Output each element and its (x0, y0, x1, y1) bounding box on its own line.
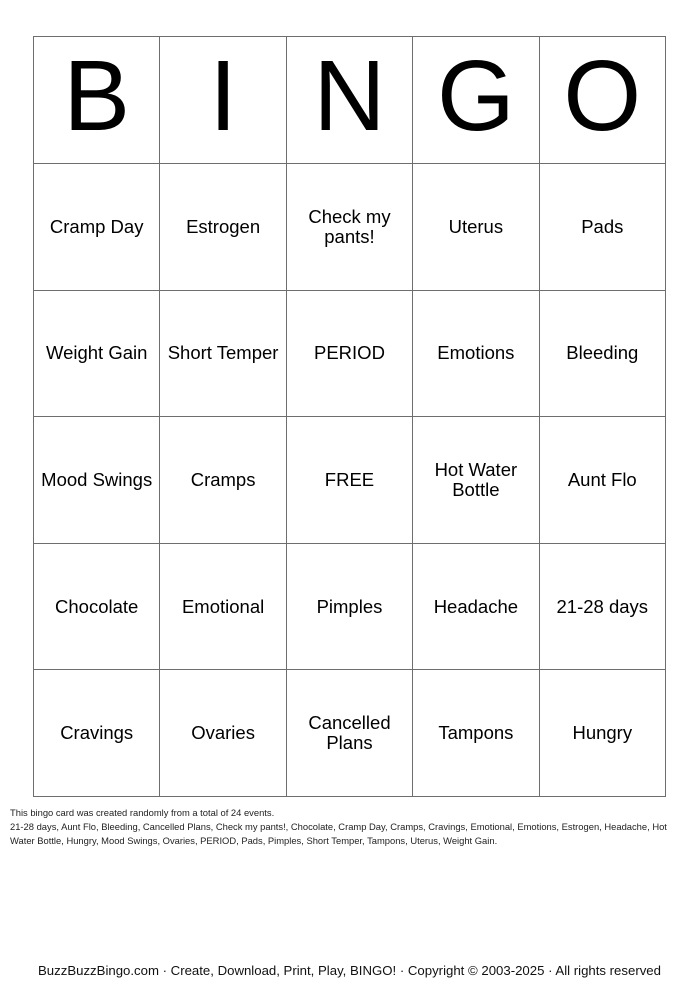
bingo-cell: Pads (539, 164, 665, 291)
bingo-cell: Aunt Flo (539, 417, 665, 544)
card-description (10, 806, 690, 848)
bingo-cell: Hungry (539, 670, 665, 797)
bingo-cell: Chocolate (34, 543, 160, 670)
bingo-cell: Estrogen (160, 164, 286, 291)
bingo-cell: Emotional (160, 543, 286, 670)
bingo-cell: Uterus (413, 164, 539, 291)
bingo-cell: Bleeding (539, 290, 665, 417)
bingo-row-3 (34, 417, 666, 544)
bingo-cell: Short Temper (160, 290, 286, 417)
bingo-row-4 (34, 543, 666, 670)
header-letter-o: O (539, 37, 665, 164)
bingo-cell: Check my pants! (286, 164, 412, 291)
bingo-cell: 21-28 days (539, 543, 665, 670)
bingo-cell: Cancelled Plans (286, 670, 412, 797)
bingo-row-5 (34, 670, 666, 797)
bingo-cell: Pimples (286, 543, 412, 670)
bingo-header-row (34, 37, 666, 164)
header-letter-g: G (413, 37, 539, 164)
header-letter-n: N (286, 37, 412, 164)
bingo-cell: Cravings (34, 670, 160, 797)
card-summary: This bingo card was created randomly from a total of 24 events. (10, 807, 275, 818)
bingo-cell: Headache (413, 543, 539, 670)
bingo-card (33, 36, 666, 797)
page-footer: BuzzBuzzBingo.com · Create, Download, Print, Play, BINGO! · Copyright © 2003-2025 · All rights reserved (38, 963, 661, 978)
bingo-row-1 (34, 164, 666, 291)
bingo-cell: Cramps (160, 417, 286, 544)
events-list: 21-28 days, Aunt Flo, Bleeding, Cancelled Plans, Check my pants!, Chocolate, Cramp Day, Cramps, Cravings, Emotional, Emotions, Estrogen, Headache, Hot Water Bottle, Hungry, Mood Swings, Ovaries, PERIOD, Pads, Pimples, Short Temper, Tampons, Uterus, Weight Gain. (10, 821, 667, 846)
header-letter-i: I (160, 37, 286, 164)
bingo-row-2 (34, 290, 666, 417)
bingo-cell: Tampons (413, 670, 539, 797)
free-space-cell: FREE (286, 417, 412, 544)
header-letter-b: B (34, 37, 160, 164)
bingo-cell: Emotions (413, 290, 539, 417)
bingo-cell: Weight Gain (34, 290, 160, 417)
bingo-cell: Hot Water Bottle (413, 417, 539, 544)
bingo-cell: PERIOD (286, 290, 412, 417)
bingo-cell: Ovaries (160, 670, 286, 797)
bingo-cell: Mood Swings (34, 417, 160, 544)
bingo-cell: Cramp Day (34, 164, 160, 291)
